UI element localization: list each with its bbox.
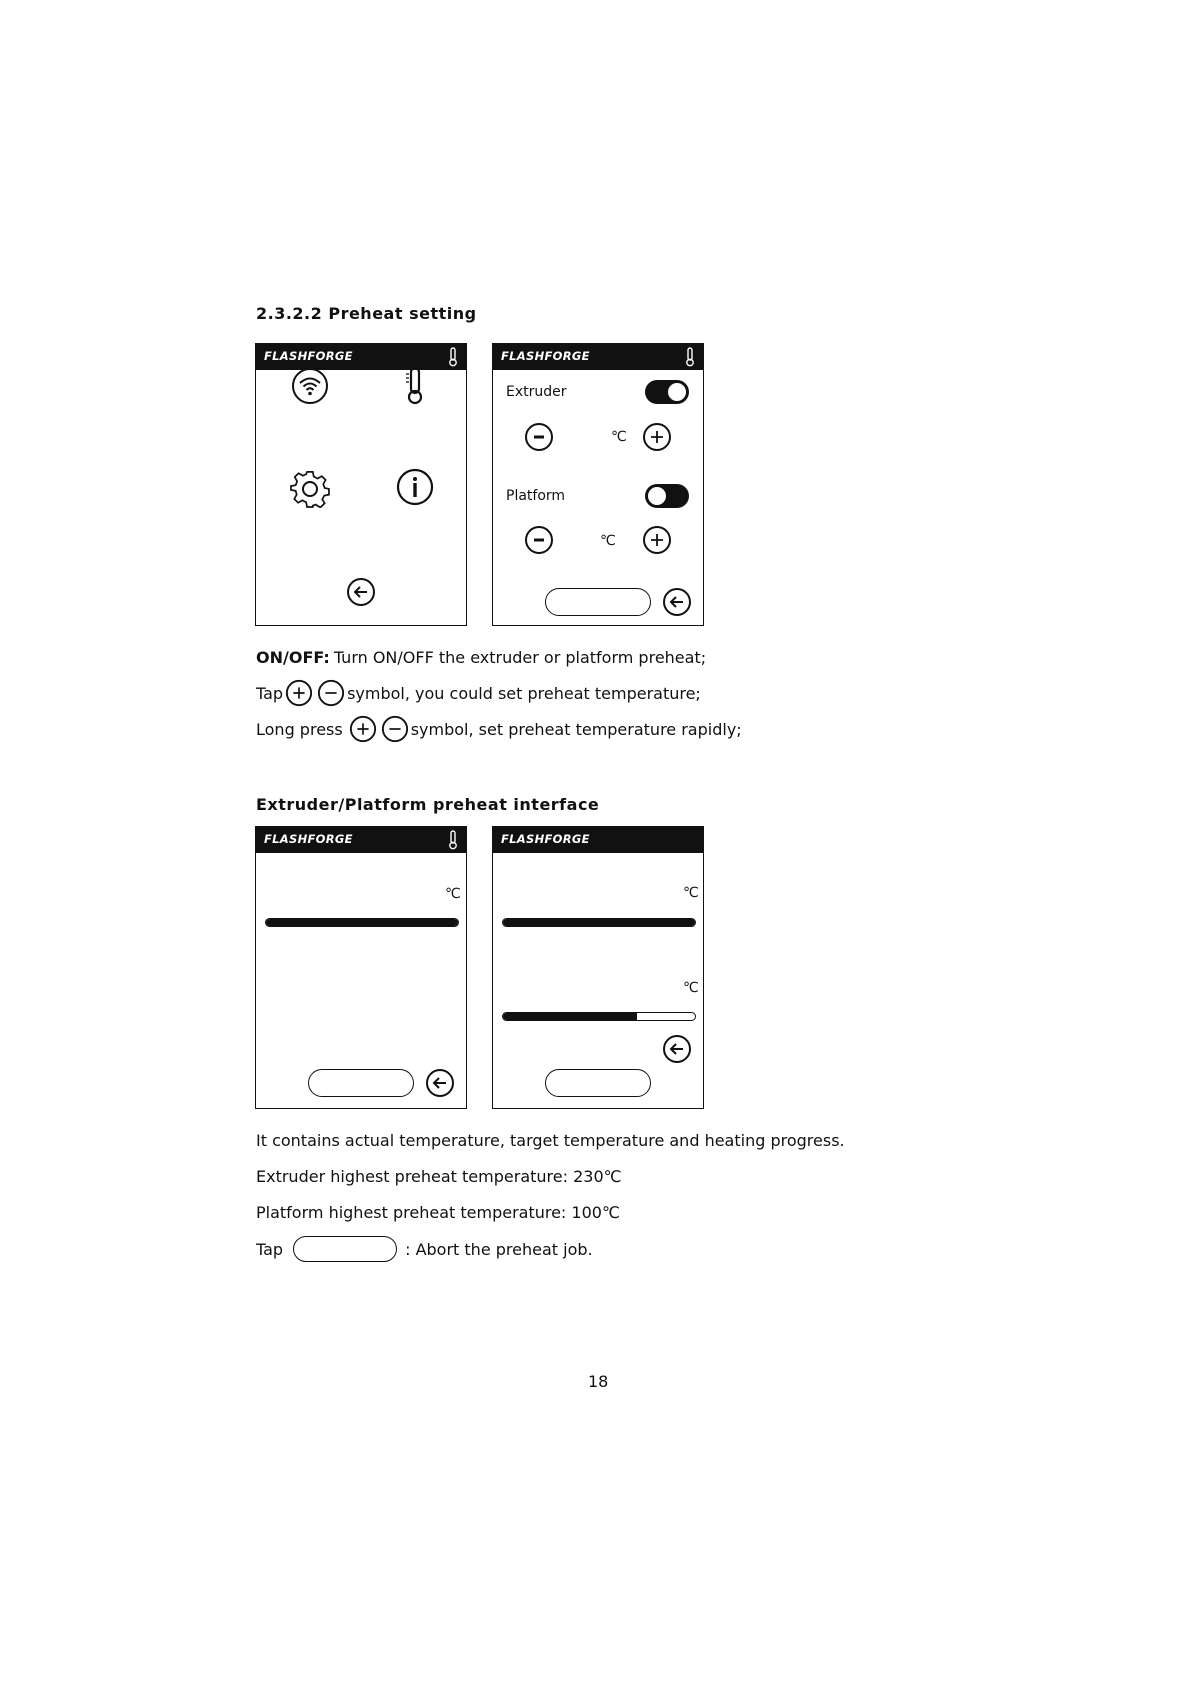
platform-temp-unit: ℃	[683, 980, 699, 996]
brand-logo: FLASHFORGE	[264, 832, 353, 846]
brand-logo: FLASHFORGE	[501, 349, 590, 363]
note-longpress	[256, 714, 742, 744]
minus-icon	[524, 422, 554, 452]
thermometer-icon[interactable]	[403, 366, 427, 406]
thermometer-icon	[684, 347, 696, 367]
info-icon[interactable]	[396, 468, 434, 506]
minus-icon	[317, 679, 345, 707]
platform-minus-button[interactable]	[524, 525, 554, 555]
gear-icon[interactable]	[290, 469, 330, 509]
platform-unit: ℃	[600, 533, 616, 549]
extruder-unit: ℃	[611, 429, 627, 445]
toggle-knob	[647, 486, 667, 506]
platform-label: Platform	[506, 488, 566, 504]
abort-button[interactable]	[545, 1069, 651, 1097]
minus-icon	[524, 525, 554, 555]
note-onoff	[256, 644, 706, 670]
extruder-plus-button[interactable]	[642, 422, 672, 452]
plus-icon	[642, 525, 672, 555]
back-arrow-icon	[662, 587, 692, 617]
wifi-icon[interactable]	[291, 367, 329, 405]
onoff-text: Turn ON/OFF the extruder or platform preheat;	[333, 647, 707, 667]
back-button[interactable]	[662, 1034, 692, 1064]
extruder-progress-bar	[502, 918, 696, 927]
toggle-knob	[667, 382, 687, 402]
platform-toggle[interactable]	[645, 484, 689, 508]
extruder-progress-bar	[265, 918, 459, 927]
screen-extruder-heating	[255, 826, 467, 1109]
platform-progress-bar	[502, 1012, 696, 1021]
brand-logo: FLASHFORGE	[264, 349, 353, 363]
screen-header	[256, 827, 466, 853]
extruder-label: Extruder	[506, 384, 567, 400]
progress-fill	[503, 919, 695, 926]
abort-button[interactable]	[308, 1069, 414, 1097]
screen-header	[493, 344, 703, 370]
tap-label: Tap	[256, 1239, 284, 1259]
progress-fill	[503, 1013, 637, 1020]
screen-platform-heating	[492, 826, 704, 1109]
tap-text: : Abort the preheat job.	[405, 1239, 593, 1259]
brand-logo: FLASHFORGE	[501, 832, 590, 846]
preheat-start-button[interactable]	[545, 588, 651, 616]
plus-icon	[285, 679, 313, 707]
minus-icon	[381, 715, 409, 743]
extruder-toggle[interactable]	[645, 380, 689, 404]
interface-line-3: Platform highest preheat temperature: 100℃	[256, 1202, 620, 1222]
onoff-label: ON/OFF:	[256, 647, 330, 667]
screen-header	[256, 344, 466, 370]
back-button[interactable]	[346, 577, 376, 607]
longpress-label: Long press	[256, 719, 343, 739]
note-tap	[256, 678, 701, 708]
tap-label: Tap	[256, 683, 284, 703]
progress-fill	[266, 919, 458, 926]
back-arrow-icon	[662, 1034, 692, 1064]
plus-icon	[642, 422, 672, 452]
screen-header	[493, 827, 703, 853]
tap-text: symbol, you could set preheat temperature;	[347, 683, 701, 703]
back-button[interactable]	[662, 587, 692, 617]
thermometer-icon	[447, 347, 459, 367]
extruder-temp-unit: ℃	[683, 885, 699, 901]
platform-plus-button[interactable]	[642, 525, 672, 555]
section-title: 2.3.2.2 Preheat setting	[256, 304, 477, 323]
plus-icon	[349, 715, 377, 743]
interface-line-2: Extruder highest preheat temperature: 230℃	[256, 1166, 622, 1186]
interface-tap-note	[256, 1234, 593, 1264]
extruder-temp-unit: ℃	[445, 886, 461, 902]
screen-menu	[255, 343, 467, 626]
thermometer-icon	[447, 830, 459, 850]
interface-title: Extruder/Platform preheat interface	[256, 795, 600, 814]
screen-preheat-settings	[492, 343, 704, 626]
back-button[interactable]	[425, 1068, 455, 1098]
interface-line-1: It contains actual temperature, target temperature and heating progress.	[256, 1130, 845, 1150]
extruder-minus-button[interactable]	[524, 422, 554, 452]
abort-button-symbol	[293, 1236, 397, 1262]
page-number: 18	[588, 1372, 609, 1391]
longpress-text: symbol, set preheat temperature rapidly;	[410, 719, 742, 739]
back-arrow-icon	[346, 577, 376, 607]
back-arrow-icon	[425, 1068, 455, 1098]
